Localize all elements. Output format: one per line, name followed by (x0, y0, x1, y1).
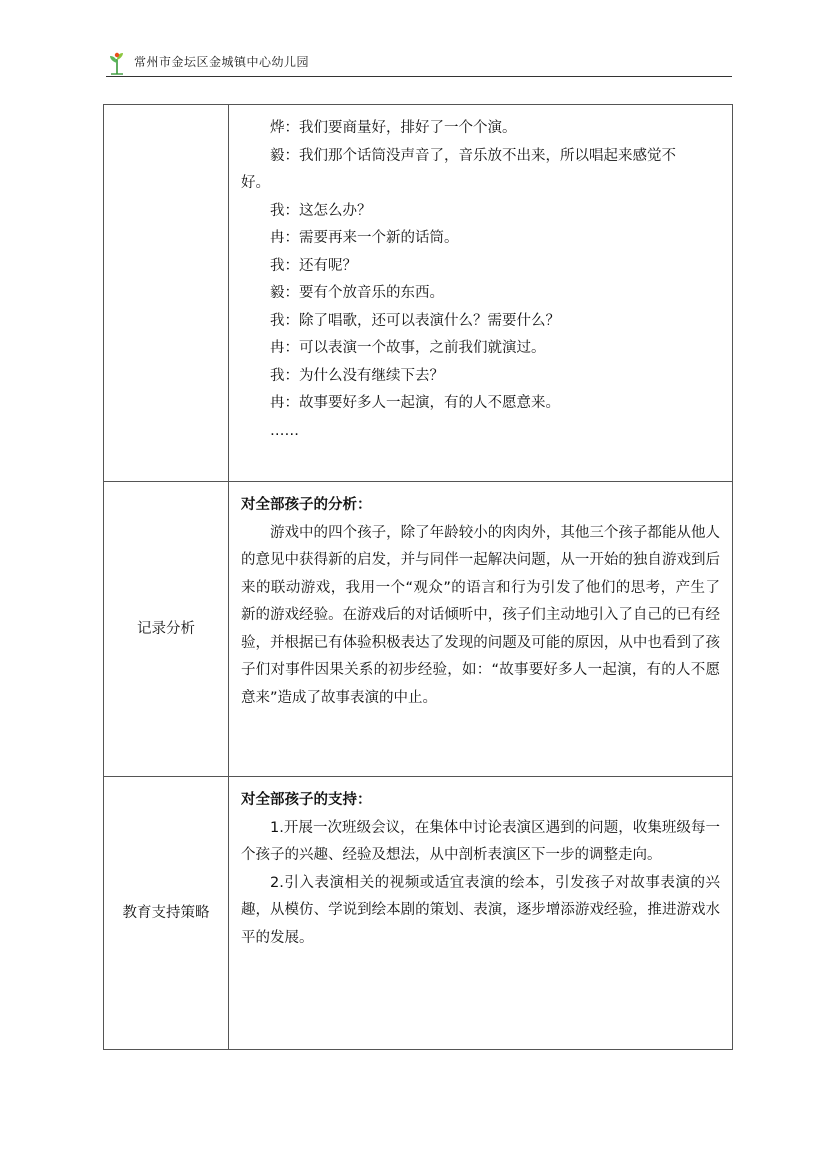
dialogue-line: 我：还有呢？ (270, 257, 357, 274)
dialogue-line: 毅：我们那个话筒没声音了，音乐放不出来，所以唱起来感觉不 (270, 147, 676, 164)
analysis-body: 游戏中的四个孩子，除了年龄较小的肉肉外，其他三个孩子都能从他人的意见中获得新的启发，并与同伴一起解决问题，从一开始的独自游戏到后来的联动游戏，我用一个“观众”的语言和行为引发了他们的思考，产生了新的游戏经验。在游戏后的对话倾听中，孩子们主动地引入了自己的已有经验，并根据已有体验积极表达了发现的问题及可能的原因，从中也看到了孩子们对事件因果关系的初步经验，如：“故事要好多人一起演，有的人不愿意来”造成了故事表演的中止。 (241, 524, 720, 706)
strategy-item: 2.引入表演相关的视频或适宜表演的绘本，引发孩子对故事表演的兴趣，从模仿、学说到绘本剧的策划、表演，逐步增添游戏经验，推进游戏水平的发展。 (241, 874, 720, 946)
strategy-row (104, 777, 733, 1050)
dialogue-line: …… (270, 422, 299, 439)
dialogue-line: 毅：要有个放音乐的东西。 (270, 285, 444, 301)
strategy-heading: 对全部孩子的支持： (241, 792, 372, 808)
analysis-row (104, 482, 733, 777)
strategy-item: 1.开展一次班级会议，在集体中讨论表演区遇到的问题，收集班级每一个孩子的兴趣、经验及想法，从中剖析表演区下一步的调整走向。 (241, 819, 720, 863)
record-table (103, 104, 733, 1050)
dialogue-label-cell (104, 105, 229, 482)
dialogue-cell (229, 105, 733, 482)
analysis-cell (229, 482, 733, 777)
analysis-label: 记录分析 (104, 482, 229, 777)
school-name: 常州市金坛区金城镇中心幼儿园 (134, 55, 310, 69)
dialogue-line: 烨：我们要商量好，排好了一个个演。 (270, 120, 517, 136)
dialogue-line: 我：除了唱歌，还可以表演什么？需要什么？ (270, 312, 560, 329)
page-header (106, 46, 732, 76)
analysis-heading: 对全部孩子的分析： (241, 497, 372, 513)
strategy-cell (229, 777, 733, 1050)
dialogue-row (104, 105, 733, 482)
strategy-label: 教育支持策略 (104, 777, 229, 1050)
header-divider (106, 76, 732, 77)
dialogue-line: 我：这怎么办？ (270, 202, 372, 219)
dialogue-line: 冉：需要再来一个新的话筒。 (270, 230, 459, 246)
dialogue-line: 好。 (241, 175, 270, 191)
sprout-logo-icon (106, 50, 128, 76)
dialogue-line: 冉：故事要好多人一起演，有的人不愿意来。 (270, 395, 560, 411)
dialogue-line: 我：为什么没有继续下去？ (270, 367, 444, 384)
dialogue-line: 冉：可以表演一个故事，之前我们就演过。 (270, 340, 546, 356)
